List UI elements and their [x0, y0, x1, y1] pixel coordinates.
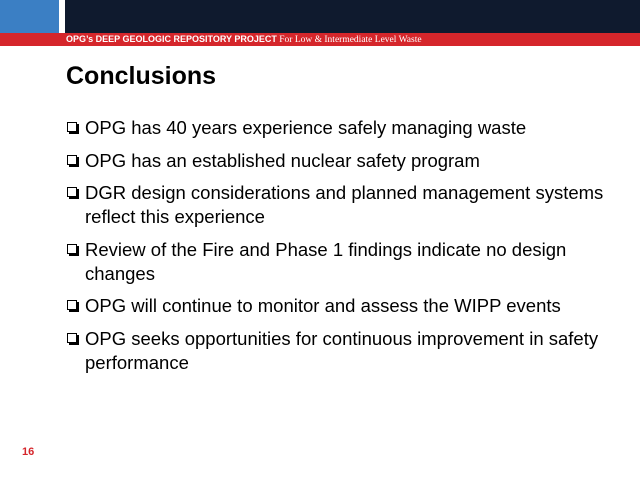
bullet-item: [66, 294, 626, 318]
bullet-text: OPG will continue to monitor and assess the WIPP events: [85, 295, 561, 316]
bullet-item: [66, 149, 626, 173]
page-number: 16: [22, 446, 35, 458]
checkbox-bullet-icon: [67, 155, 77, 165]
checkbox-bullet-icon: [67, 244, 77, 254]
banner-blue-block: [0, 0, 59, 33]
bullet-text: Review of the Fire and Phase 1 findings indicate no design changes: [85, 238, 567, 284]
top-banner: [0, 0, 640, 33]
checkbox-bullet-icon: [67, 122, 77, 132]
project-title: OPG’s DEEP GEOLOGIC REPOSITORY PROJECT: [66, 34, 277, 44]
banner-navy-block: [65, 0, 640, 33]
bullet-text: DGR design considerations and planned management systems reflect this experience: [85, 182, 604, 227]
project-subtitle: For Low & Intermediate Level Waste: [279, 35, 422, 45]
slide-title: Conclusions: [66, 62, 217, 90]
bullet-list: [66, 116, 626, 383]
project-header: [66, 34, 422, 46]
bullet-text: OPG has 40 years experience safely managing waste: [85, 117, 527, 138]
bullet-item: [66, 116, 626, 140]
bullet-text: OPG has an established nuclear safety program: [85, 149, 480, 171]
bullet-item: [66, 327, 626, 375]
checkbox-bullet-icon: [67, 300, 77, 310]
checkbox-bullet-icon: [67, 187, 77, 197]
checkbox-bullet-icon: [67, 333, 77, 343]
bullet-item: [66, 238, 626, 286]
bullet-text: OPG seeks opportunities for continuous improvement in safety performance: [85, 327, 599, 373]
project-header-bar: [0, 33, 640, 46]
bullet-item: [66, 181, 626, 229]
